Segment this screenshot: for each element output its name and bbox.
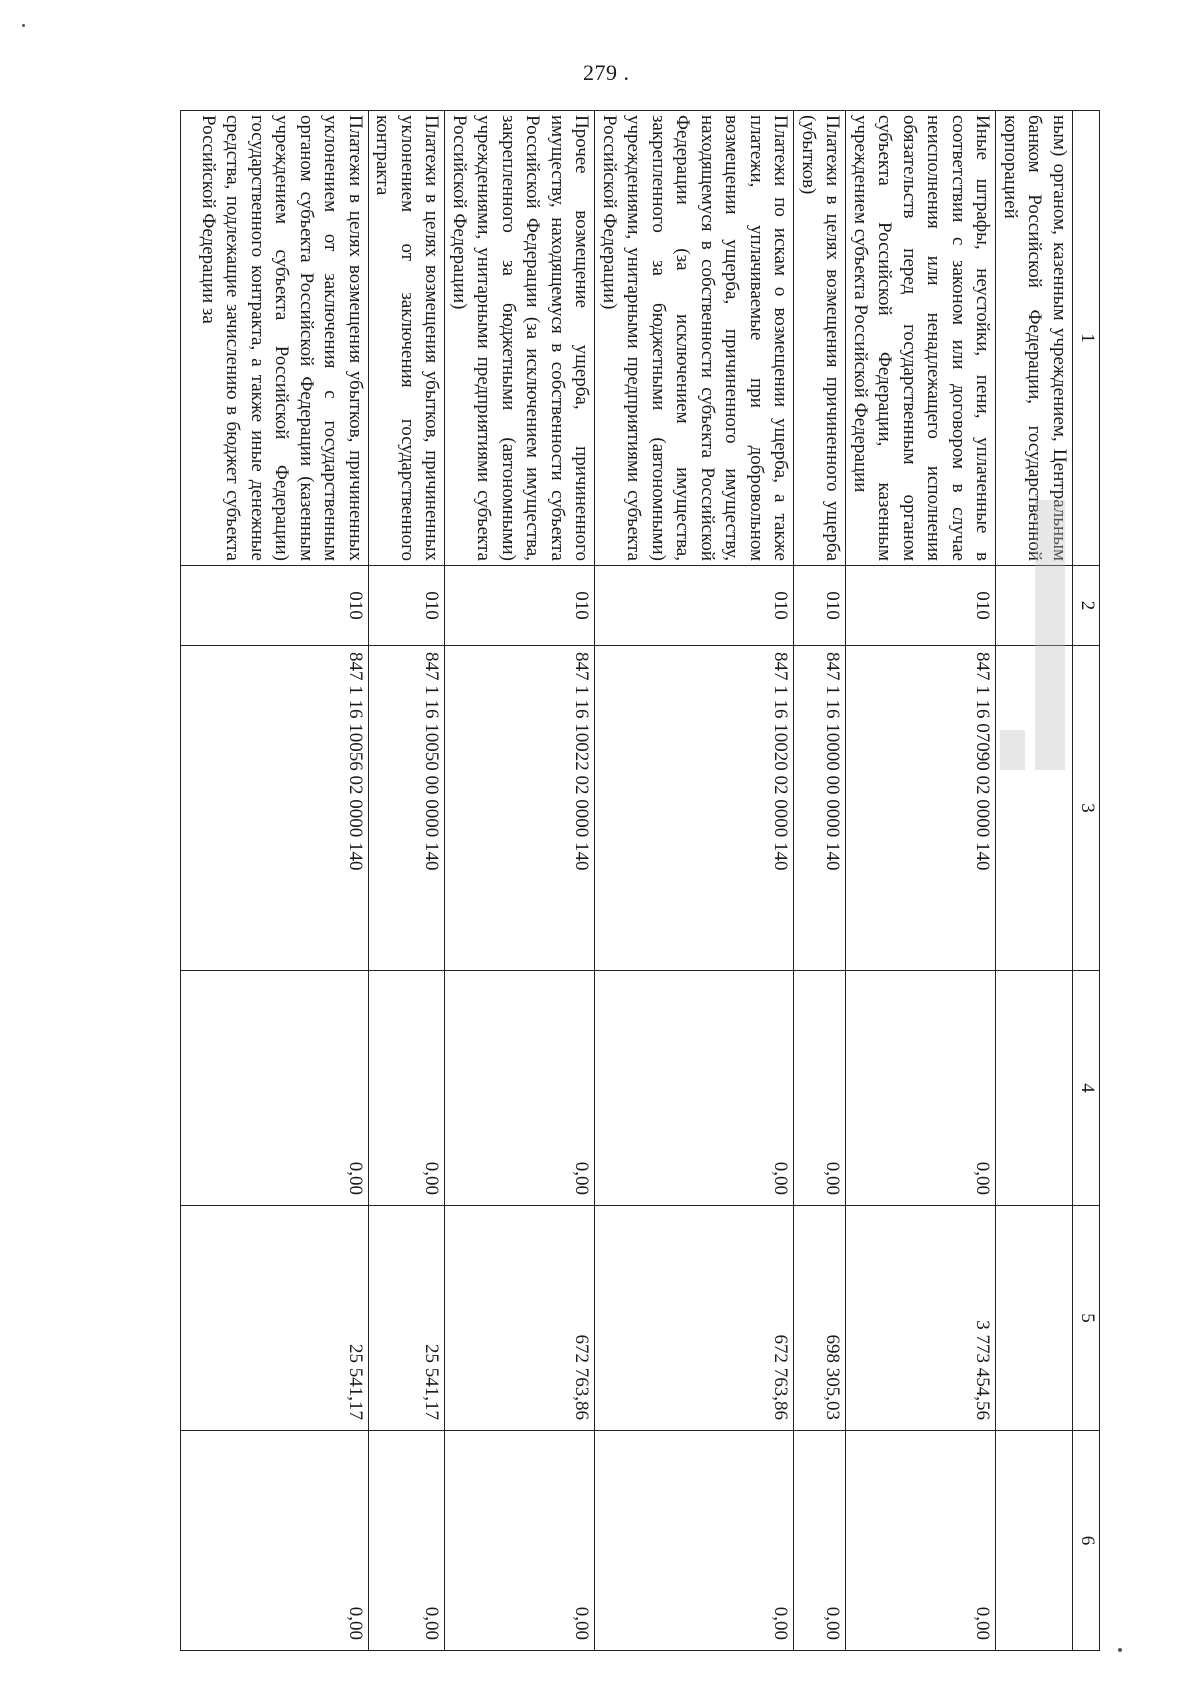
row-col6: 0,00: [846, 1431, 996, 1651]
row-col6: 0,00: [369, 1431, 446, 1651]
row-kbk: 847 1 16 10020 02 0000 140: [595, 646, 794, 971]
column-header-2: 2: [1073, 566, 1100, 646]
column-header-3: 3: [1073, 646, 1100, 971]
table-row: [846, 111, 996, 1651]
row-col6: 0,00: [794, 1431, 846, 1651]
row-col5: 672 763,86: [595, 1206, 794, 1431]
row-col5: 3 773 454,56: [846, 1206, 996, 1431]
column-header-5: 5: [1073, 1206, 1100, 1431]
table-row: [445, 111, 595, 1651]
table-row: [794, 111, 846, 1651]
page-number: 279 .: [583, 60, 630, 85]
column-header-6: 6: [1073, 1431, 1100, 1651]
header-row: [1073, 111, 1100, 1651]
row-code: 010: [595, 566, 794, 646]
scan-speck: [22, 24, 25, 27]
table-row: [369, 111, 446, 1651]
row-col4: 0,00: [181, 971, 369, 1206]
row-kbk: 847 1 16 07090 02 0000 140: [846, 646, 996, 971]
row-col4: 0,00: [794, 971, 846, 1206]
row-col4: 0,00: [369, 971, 446, 1206]
table-row: [595, 111, 794, 1651]
table-row: [181, 111, 369, 1651]
column-header-4: 4: [1073, 971, 1100, 1206]
row-kbk: 847 1 16 10022 02 0000 140: [445, 646, 595, 971]
row-col6: 0,00: [181, 1431, 369, 1651]
table-row: [996, 111, 1073, 1651]
row-col4: 0,00: [595, 971, 794, 1206]
row-col5: 698 305,03: [794, 1206, 846, 1431]
row-name: Иные штрафы, неустойки, пени, уплаченные в соответствии с законом или договором в случае неисполнения или ненадлежащего исполнения обязательств перед государственным органом субъекта Российской Федерации, казенным учреждением субъекта Российской Федерации: [846, 111, 996, 566]
scan-smudge: [1035, 500, 1065, 770]
row-col6: 0,00: [445, 1431, 595, 1651]
row-name: Платежи по искам о возмещении ущерба, а также платежи, уплачиваемые при добровольном возмещении ущерба, причиненного имуществу, находящемуся в собственности субъекта Российской Федерации (за исключением имущества, закрепленного за бюджетными (автономными) учреждениями, унитарными предприятиями субъекта Российской Федерации): [595, 111, 794, 566]
row-col6: [996, 1431, 1073, 1651]
row-code: 010: [846, 566, 996, 646]
scan-smudge: [1000, 730, 1025, 770]
row-col4: [996, 971, 1073, 1206]
row-col4: 0,00: [445, 971, 595, 1206]
row-name: Платежи в целях возмещения убытков, причиненных уклонением от заключения государственного контракта: [369, 111, 446, 566]
row-col6: 0,00: [595, 1431, 794, 1651]
row-col5: 25 541,17: [369, 1206, 446, 1431]
row-col5: 672 763,86: [445, 1206, 595, 1431]
row-col5: 25 541,17: [181, 1206, 369, 1431]
row-kbk: 847 1 16 10000 00 0000 140: [794, 646, 846, 971]
row-code: 010: [445, 566, 595, 646]
scan-speck: [1118, 1648, 1122, 1652]
row-kbk: 847 1 16 10056 02 0000 140: [181, 646, 369, 971]
row-name: Платежи в целях возмещения причиненного ущерба (убытков): [794, 111, 846, 566]
row-name: Платежи в целях возмещения убытков, причиненных уклонением от заключения с государственным органом субъекта Российской Федерации (казенным учреждением субъекта Российской Федерации) государственного контракта, а также иные денежные средства, подлежащие зачислению в бюджет субъекта Российской Федерации за: [181, 111, 369, 566]
row-code: 010: [369, 566, 446, 646]
revenue-table: [180, 110, 1100, 1651]
row-code: 010: [794, 566, 846, 646]
row-kbk: 847 1 16 10050 00 0000 140: [369, 646, 446, 971]
row-col4: 0,00: [846, 971, 996, 1206]
row-code: 010: [181, 566, 369, 646]
row-col5: [996, 1206, 1073, 1431]
row-name: ным) органом, казенным учреждением, Центральным банком Российской Федерации, государственной корпорацией: [996, 111, 1073, 566]
row-name: Прочее возмещение ущерба, причиненного имуществу, находящемуся в собственности субъекта Российской Федерации (за исключением имущества, закрепленного за бюджетными (автономными) учреждениями, унитарными предприятиями субъекта Российской Федерации): [445, 111, 595, 566]
rotated-table-container: [180, 110, 1100, 1650]
column-header-1: 1: [1073, 111, 1100, 566]
